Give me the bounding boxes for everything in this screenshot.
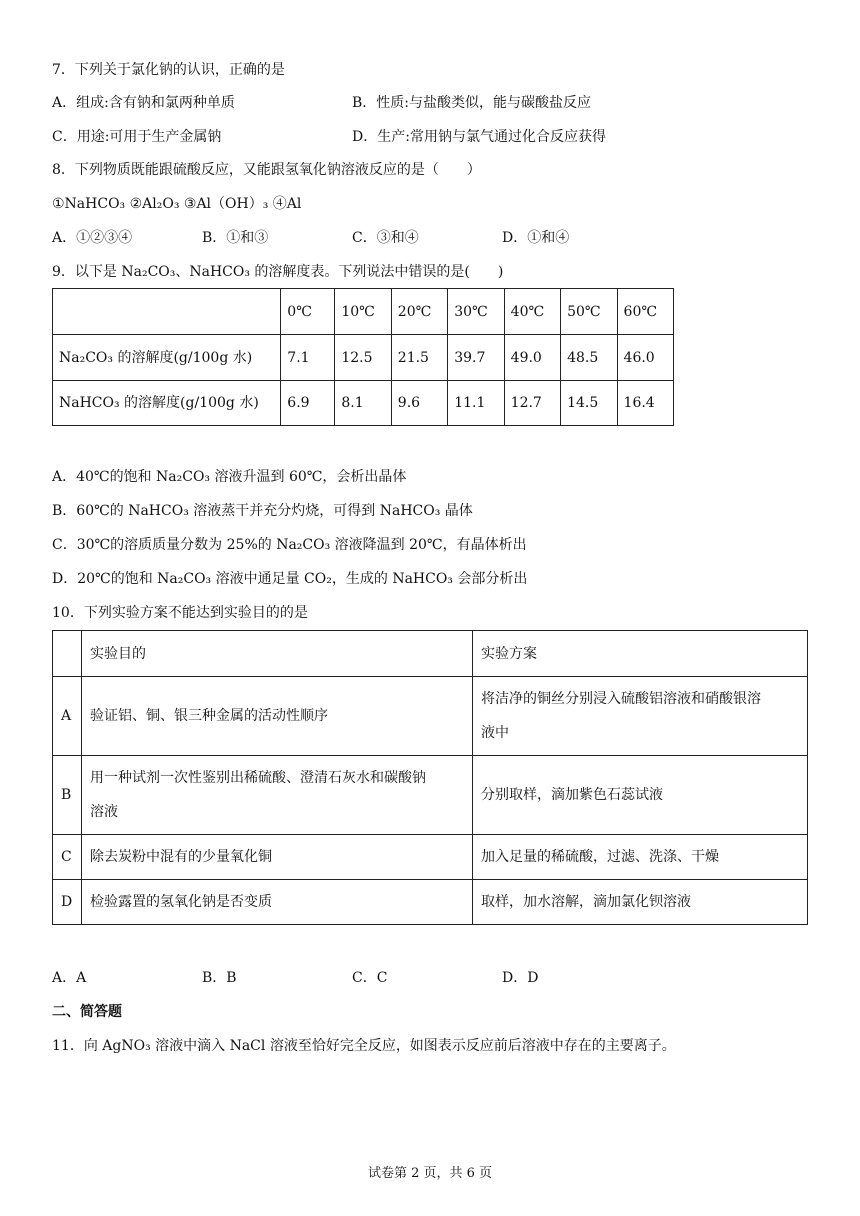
table-cell: 9.6 <box>391 381 447 426</box>
table-header-cell: 10℃ <box>335 289 391 335</box>
plan-line: 分别取样，滴加紫色石蕊试液 <box>481 787 663 803</box>
q9-option-b: B．60℃的 NaHCO₃ 溶液蒸干并充分灼烧，可得到 NaHCO₃ 晶体 <box>52 503 473 519</box>
purpose-line: 用一种试剂一次性鉴别出稀硫酸、澄清石灰水和碳酸钠 <box>90 770 426 786</box>
row-label: D <box>53 880 82 925</box>
purpose-line: 验证铝、铜、银三种金属的活动性顺序 <box>90 708 328 724</box>
q7-option-b: B．性质:与盐酸类似，能与碳酸盐反应 <box>352 95 592 111</box>
plan-line: 加入足量的稀硫酸，过滤、洗涤、干燥 <box>481 849 719 865</box>
table-cell: 8.1 <box>335 381 391 426</box>
plan-line: 将洁净的铜丝分别浸入硫酸铝溶液和硝酸银溶 <box>481 691 761 707</box>
purpose-cell <box>82 677 473 756</box>
table-cell: 49.0 <box>504 335 560 381</box>
plan-cell <box>473 677 808 756</box>
solubility-table <box>52 288 674 426</box>
purpose-line: 除去炭粉中混有的少量氧化铜 <box>90 849 272 865</box>
q10-stem: 10．下列实验方案不能达到实验目的的是 <box>52 605 308 621</box>
q11-stem: 11．向 AgNO₃ 溶液中滴入 NaCl 溶液至恰好完全反应，如图表示反应前后溶液中存在的主要离子。 <box>52 1038 676 1054</box>
table-cell: 14.5 <box>561 381 617 426</box>
q7-option-c: C．用途:可用于生产金属钠 <box>52 129 222 145</box>
q10-option-d: D．D <box>502 970 539 986</box>
row-label: B <box>53 756 82 835</box>
q9-option-d: D．20℃的饱和 Na₂CO₃ 溶液中通足量 CO₂，生成的 NaHCO₃ 会部分析出 <box>52 571 528 587</box>
table-header-cell <box>53 631 82 677</box>
row-label: C <box>53 835 82 880</box>
plan-line: 液中 <box>481 725 509 741</box>
table-cell: 46.0 <box>617 335 673 381</box>
table-cell: 21.5 <box>391 335 447 381</box>
table-cell: 12.7 <box>504 381 560 426</box>
q8-option-a: A．①②③④ <box>52 230 133 246</box>
q9-stem: 9．以下是 Na₂CO₃、NaHCO₃ 的溶解度表。下列说法中错误的是( ) <box>52 264 504 280</box>
experiment-table <box>52 630 808 925</box>
q7-stem: 7．下列关于氯化钠的认识，正确的是 <box>52 62 285 78</box>
q9-option-c: C．30℃的溶质质量分数为 25%的 Na₂CO₃ 溶液降温到 20℃，有晶体析出 <box>52 537 527 553</box>
table-cell: NaHCO₃ 的溶解度(g/100g 水) <box>53 381 281 426</box>
q8-option-c: C．③和④ <box>352 230 419 246</box>
table-row <box>53 835 808 880</box>
table-header-cell: 30℃ <box>448 289 504 335</box>
table-header-cell: 实验目的 <box>82 631 473 677</box>
table-header-cell: 50℃ <box>561 289 617 335</box>
table-row <box>53 335 674 381</box>
table-header-cell: 实验方案 <box>473 631 808 677</box>
table-cell: Na₂CO₃ 的溶解度(g/100g 水) <box>53 335 281 381</box>
purpose-cell <box>82 880 473 925</box>
table-header-cell: 20℃ <box>391 289 447 335</box>
table-header-cell: 60℃ <box>617 289 673 335</box>
q8-stem: 8．下列物质既能跟硫酸反应，又能跟氢氧化钠溶液反应的是（ ） <box>52 162 481 178</box>
purpose-line: 检验露置的氢氧化钠是否变质 <box>90 894 272 910</box>
table-header-cell <box>53 289 281 335</box>
table-cell: 6.9 <box>281 381 335 426</box>
q7-option-d: D．生产:常用钠与氯气通过化合反应获得 <box>352 129 606 145</box>
experiment-table-header-row <box>53 631 808 677</box>
table-header-cell: 40℃ <box>504 289 560 335</box>
plan-cell <box>473 756 808 835</box>
plan-line: 取样，加水溶解，滴加氯化钡溶液 <box>481 894 691 910</box>
q10-option-a: A．A <box>52 970 87 986</box>
q8-items: ①NaHCO₃ ②Al₂O₃ ③Al（OH）₃ ④Al <box>52 196 302 212</box>
q10-option-c: C．C <box>352 970 388 986</box>
purpose-cell <box>82 756 473 835</box>
table-row <box>53 880 808 925</box>
q10-option-b: B．B <box>202 970 237 986</box>
table-row <box>53 381 674 426</box>
q7-option-a: A．组成:含有钠和氯两种单质 <box>52 95 235 111</box>
table-row <box>53 756 808 835</box>
table-row <box>53 677 808 756</box>
solubility-table-header-row <box>53 289 674 335</box>
q8-option-d: D．①和④ <box>502 230 570 246</box>
q8-option-b: B．①和③ <box>202 230 269 246</box>
table-cell: 48.5 <box>561 335 617 381</box>
table-cell: 39.7 <box>448 335 504 381</box>
table-cell: 11.1 <box>448 381 504 426</box>
plan-cell <box>473 880 808 925</box>
row-label: A <box>53 677 82 756</box>
table-cell: 12.5 <box>335 335 391 381</box>
q9-option-a: A．40℃的饱和 Na₂CO₃ 溶液升温到 60℃，会析出晶体 <box>52 469 407 485</box>
plan-cell <box>473 835 808 880</box>
table-cell: 7.1 <box>281 335 335 381</box>
table-cell: 16.4 <box>617 381 673 426</box>
purpose-cell <box>82 835 473 880</box>
table-header-cell: 0℃ <box>281 289 335 335</box>
section-title: 二、简答题 <box>52 1004 122 1020</box>
page-footer: 试卷第 2 页，共 6 页 <box>367 1166 493 1181</box>
purpose-line: 溶液 <box>90 804 118 820</box>
